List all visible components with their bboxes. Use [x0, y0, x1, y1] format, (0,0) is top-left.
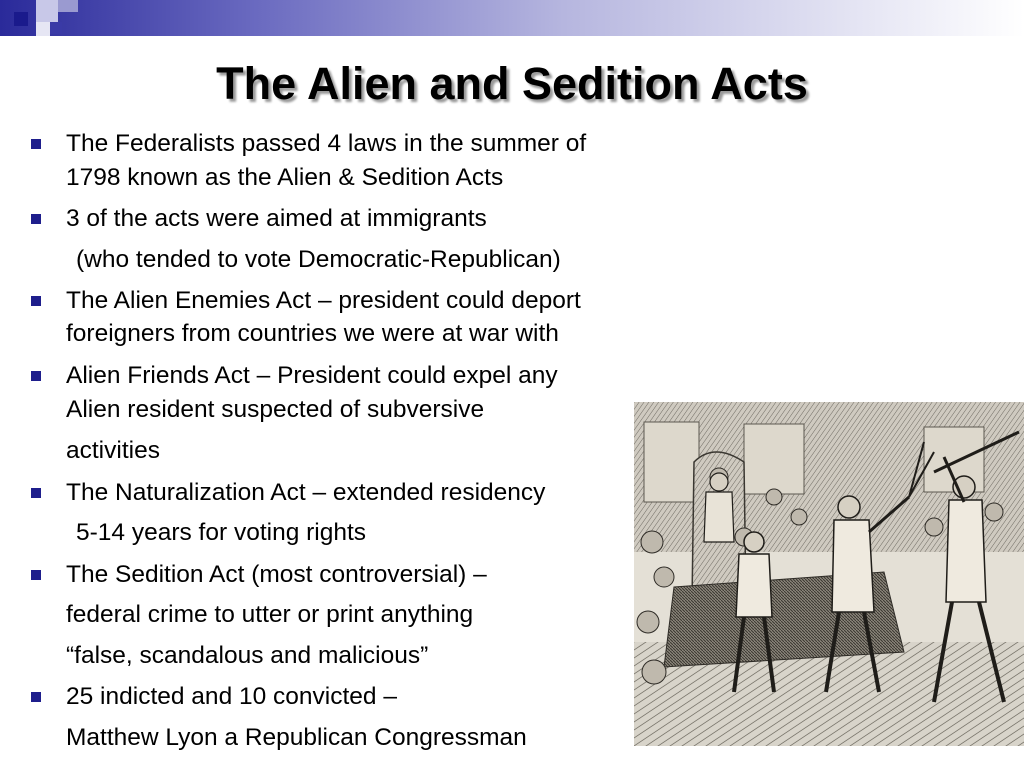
bullet-text-continued: “false, scandalous and malicious”	[66, 642, 429, 669]
congressional-brawl-engraving	[634, 402, 1024, 746]
bullet-text: 25 indicted and 10 convicted –	[66, 683, 397, 710]
bullet-text-continued: Alien resident suspected of subversive	[66, 396, 485, 423]
square-bullet-icon	[31, 570, 41, 580]
bullet-text: The Alien Enemies Act – president could deport	[66, 287, 581, 314]
bullet-text: The Federalists passed 4 laws in the summer of	[66, 130, 587, 157]
bullet-text: Alien Friends Act – President could expel any	[66, 362, 558, 389]
decorative-square-2	[36, 0, 58, 22]
square-bullet-icon	[31, 139, 41, 149]
bullet-text-continued: (who tended to vote Democratic-Republican)	[76, 246, 561, 273]
bullet-text: The Naturalization Act – extended residency	[66, 479, 546, 506]
square-bullet-icon	[31, 488, 41, 498]
decorative-square-4	[36, 22, 50, 36]
bullet-text-continued: 5-14 years for voting rights	[76, 519, 367, 546]
decorative-square-5	[50, 22, 62, 34]
decorative-square-3	[58, 0, 78, 12]
decorative-square-1	[14, 12, 28, 26]
bullet-text-continued: activities	[66, 437, 160, 464]
bullet-text-continued: federal crime to utter or print anything	[66, 601, 474, 628]
square-bullet-icon	[31, 371, 41, 381]
slide-title: The Alien and Sedition Acts	[216, 58, 808, 109]
square-bullet-icon	[31, 296, 41, 306]
bullet-text-continued: foreigners from countries we were at war with	[66, 320, 559, 347]
square-bullet-icon	[31, 692, 41, 702]
bullet-text-continued: Matthew Lyon a Republican Congressman	[66, 724, 527, 751]
bullet-text-continued: 1798 known as the Alien & Sedition Acts	[66, 164, 504, 191]
header-decoration-band	[0, 0, 1024, 36]
square-bullet-icon	[31, 214, 41, 224]
bullet-text: The Sedition Act (most controversial) –	[66, 561, 487, 588]
bullet-text: 3 of the acts were aimed at immigrants	[66, 205, 487, 232]
